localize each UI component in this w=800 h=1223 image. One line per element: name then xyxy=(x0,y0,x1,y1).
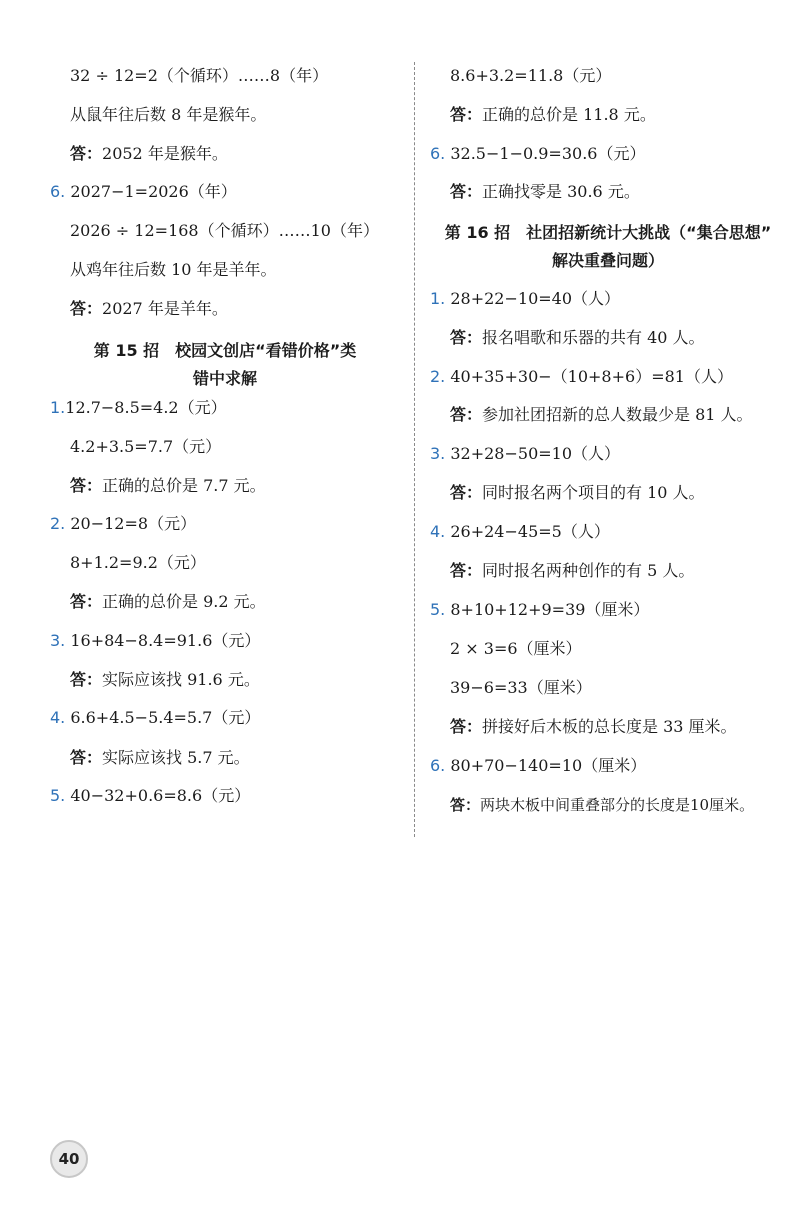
text-line: 2 × 3=6（厘米） xyxy=(450,639,582,658)
answer-line: 答：2052 年是猴年。 xyxy=(70,144,228,163)
problem-line: 6. 2027−1=2026（年） xyxy=(50,182,237,201)
answer-line: 答：实际应该找 5.7 元。 xyxy=(70,748,250,767)
problem-line: 1.12.7−8.5=4.2（元） xyxy=(50,398,227,417)
page-number: 40 xyxy=(50,1140,88,1178)
answer-line: 答：正确找零是 30.6 元。 xyxy=(450,182,640,201)
text-line: 从鸡年往后数 10 年是羊年。 xyxy=(70,260,277,279)
problem-line: 6. 80+70−140=10（厘米） xyxy=(430,756,647,775)
section-title: 第 15 招 校园文创店“看错价格”类 xyxy=(93,341,357,360)
text-line: 4.2+3.5=7.7（元） xyxy=(70,437,222,456)
problem-line: 2. 40+35+30−（10+8+6）=81（人） xyxy=(430,367,733,386)
text-line: 2026 ÷ 12=168（个循环）……10（年） xyxy=(70,221,379,240)
answer-line: 答：拼接好后木板的总长度是 33 厘米。 xyxy=(450,717,737,736)
text-line: 从鼠年往后数 8 年是猴年。 xyxy=(70,105,267,124)
problem-line: 6. 32.5−1−0.9=30.6（元） xyxy=(430,144,646,163)
text-line: 32 ÷ 12=2（个循环）……8（年） xyxy=(70,66,329,85)
problem-line: 3. 16+84−8.4=91.6（元） xyxy=(50,631,261,650)
text-line: 39−6=33（厘米） xyxy=(450,678,592,697)
text-line: 8+1.2=9.2（元） xyxy=(70,553,206,572)
answer-line: 答：同时报名两种创作的有 5 人。 xyxy=(450,561,695,580)
section-title: 第 16 招 社团招新统计大挑战（“集合思想” xyxy=(444,223,772,242)
problem-line: 5. 40−32+0.6=8.6（元） xyxy=(50,786,251,805)
problem-line: 2. 20−12=8（元） xyxy=(50,514,197,533)
text-line: 8.6+3.2=11.8（元） xyxy=(450,66,612,85)
answer-line: 答：实际应该找 91.6 元。 xyxy=(70,670,260,689)
answer-line: 答：正确的总价是 9.2 元。 xyxy=(70,592,266,611)
problem-line: 4. 6.6+4.5−5.4=5.7（元） xyxy=(50,708,261,727)
section-title: 解决重叠问题） xyxy=(551,251,664,270)
answer-line: 答：报名唱歌和乐器的共有 40 人。 xyxy=(450,328,705,347)
problem-line: 3. 32+28−50=10（人） xyxy=(430,444,621,463)
column-divider xyxy=(414,62,415,837)
section-title: 错中求解 xyxy=(192,369,257,388)
problem-line: 1. 28+22−10=40（人） xyxy=(430,289,621,308)
answer-line: 答：同时报名两个项目的有 10 人。 xyxy=(450,483,705,502)
answer-line: 答：2027 年是羊年。 xyxy=(70,299,228,318)
answer-line: 答：参加社团招新的总人数最少是 81 人。 xyxy=(450,405,753,424)
answer-line: 答：两块木板中间重叠部分的长度是10厘米。 xyxy=(450,796,755,814)
problem-line: 5. 8+10+12+9=39（厘米） xyxy=(430,600,650,619)
answer-line: 答：正确的总价是 11.8 元。 xyxy=(450,105,656,124)
answer-line: 答：正确的总价是 7.7 元。 xyxy=(70,476,266,495)
problem-line: 4. 26+24−45=5（人） xyxy=(430,522,610,541)
